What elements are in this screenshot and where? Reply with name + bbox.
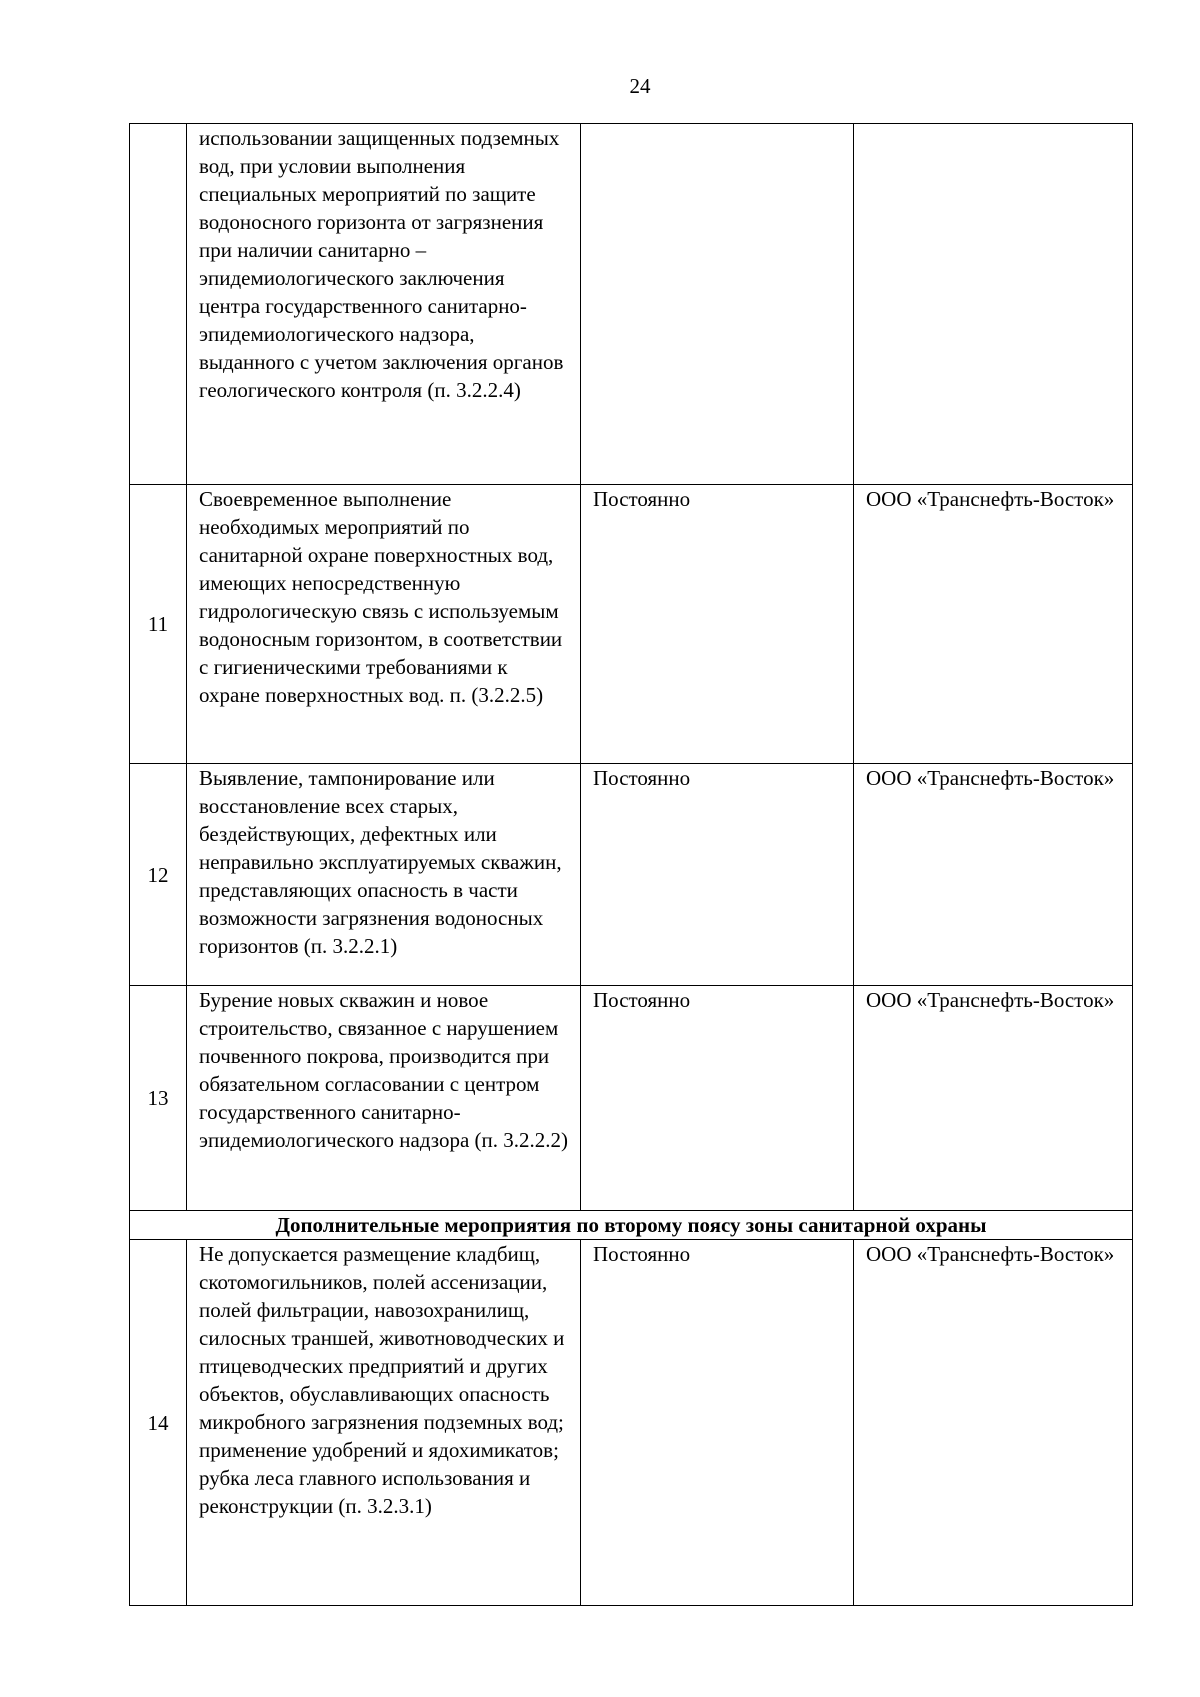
term-text: Постоянно <box>593 1242 691 1266</box>
responsible-cell <box>854 1240 1133 1606</box>
measure-cell <box>187 986 581 1211</box>
measure-cell <box>187 764 581 986</box>
measure-cell <box>187 1240 581 1606</box>
responsible-cell <box>854 124 1133 485</box>
term-cell <box>581 764 854 986</box>
measure-text: Выявление, тампонирование или восстановление всех старых, бездействующих, дефектных или неправильно эксплуатируемых скважин, представляющих опасность в части возможности загрязнения водоносных горизонтов (п. 3.2.2.1) <box>199 766 562 958</box>
table-row <box>130 124 1133 485</box>
table-row <box>130 1240 1133 1606</box>
term-text: Постоянно <box>593 766 691 790</box>
page-number: 24 <box>629 74 651 98</box>
responsible-text: ООО «Транснефть-Восток» <box>866 487 1115 511</box>
row-number <box>130 124 187 485</box>
measures-table <box>129 123 1133 1606</box>
measure-text: Бурение новых скважин и новое строительство, связанное с нарушением почвенного покрова, производится при обязательном согласовании с центром государственного санитарно-эпидемиологического надзора (п. 3.2.2.2) <box>199 988 568 1152</box>
responsible-cell <box>854 764 1133 986</box>
measure-text: Не допускается размещение кладбищ, скотомогильников, полей ассенизации, полей фильтрации, навозохранилищ, силосных траншей, животноводческих и птицеводческих предприятий и других объектов, обуславливающих опасность микробного загрязнения подземных вод; применение удобрений и ядохимикатов; рубка леса главного использования и реконструкции (п. 3.2.3.1) <box>199 1242 565 1518</box>
term-cell <box>581 124 854 485</box>
responsible-text: ООО «Транснефть-Восток» <box>866 766 1115 790</box>
term-cell <box>581 1240 854 1606</box>
table-row <box>130 986 1133 1211</box>
responsible-cell <box>854 986 1133 1211</box>
term-cell <box>581 986 854 1211</box>
responsible-cell <box>854 485 1133 764</box>
row-number: 14 <box>130 1240 187 1606</box>
measure-cell <box>187 485 581 764</box>
term-text: Постоянно <box>593 988 691 1012</box>
measure-text: использовании защищенных подземных вод, при условии выполнения специальных мероприятий по защите водоносного горизонта от загрязнения при наличии санитарно – эпидемиологического заключения центра государственного санитарно-эпидемиологического надзора, выданного с учетом заключения органов геологического контроля (п. 3.2.2.4) <box>199 126 564 402</box>
measure-cell <box>187 124 581 485</box>
row-number: 11 <box>130 485 187 764</box>
term-text: Постоянно <box>593 487 691 511</box>
responsible-text: ООО «Транснефть-Восток» <box>866 1242 1115 1266</box>
term-cell <box>581 485 854 764</box>
table-row <box>130 485 1133 764</box>
row-number: 13 <box>130 986 187 1211</box>
section-heading: Дополнительные мероприятия по второму поясу зоны санитарной охраны <box>130 1211 1133 1240</box>
responsible-text: ООО «Транснефть-Восток» <box>866 988 1115 1012</box>
measure-text: Своевременное выполнение необходимых мероприятий по санитарной охране поверхностных вод, имеющих непосредственную гидрологическую связь с используемым водоносным горизонтом, в соответствии с гигиеническими требованиями к охране поверхностных вод. п. (3.2.2.5) <box>199 487 563 707</box>
row-number: 12 <box>130 764 187 986</box>
section-row <box>130 1211 1133 1240</box>
table-row <box>130 764 1133 986</box>
